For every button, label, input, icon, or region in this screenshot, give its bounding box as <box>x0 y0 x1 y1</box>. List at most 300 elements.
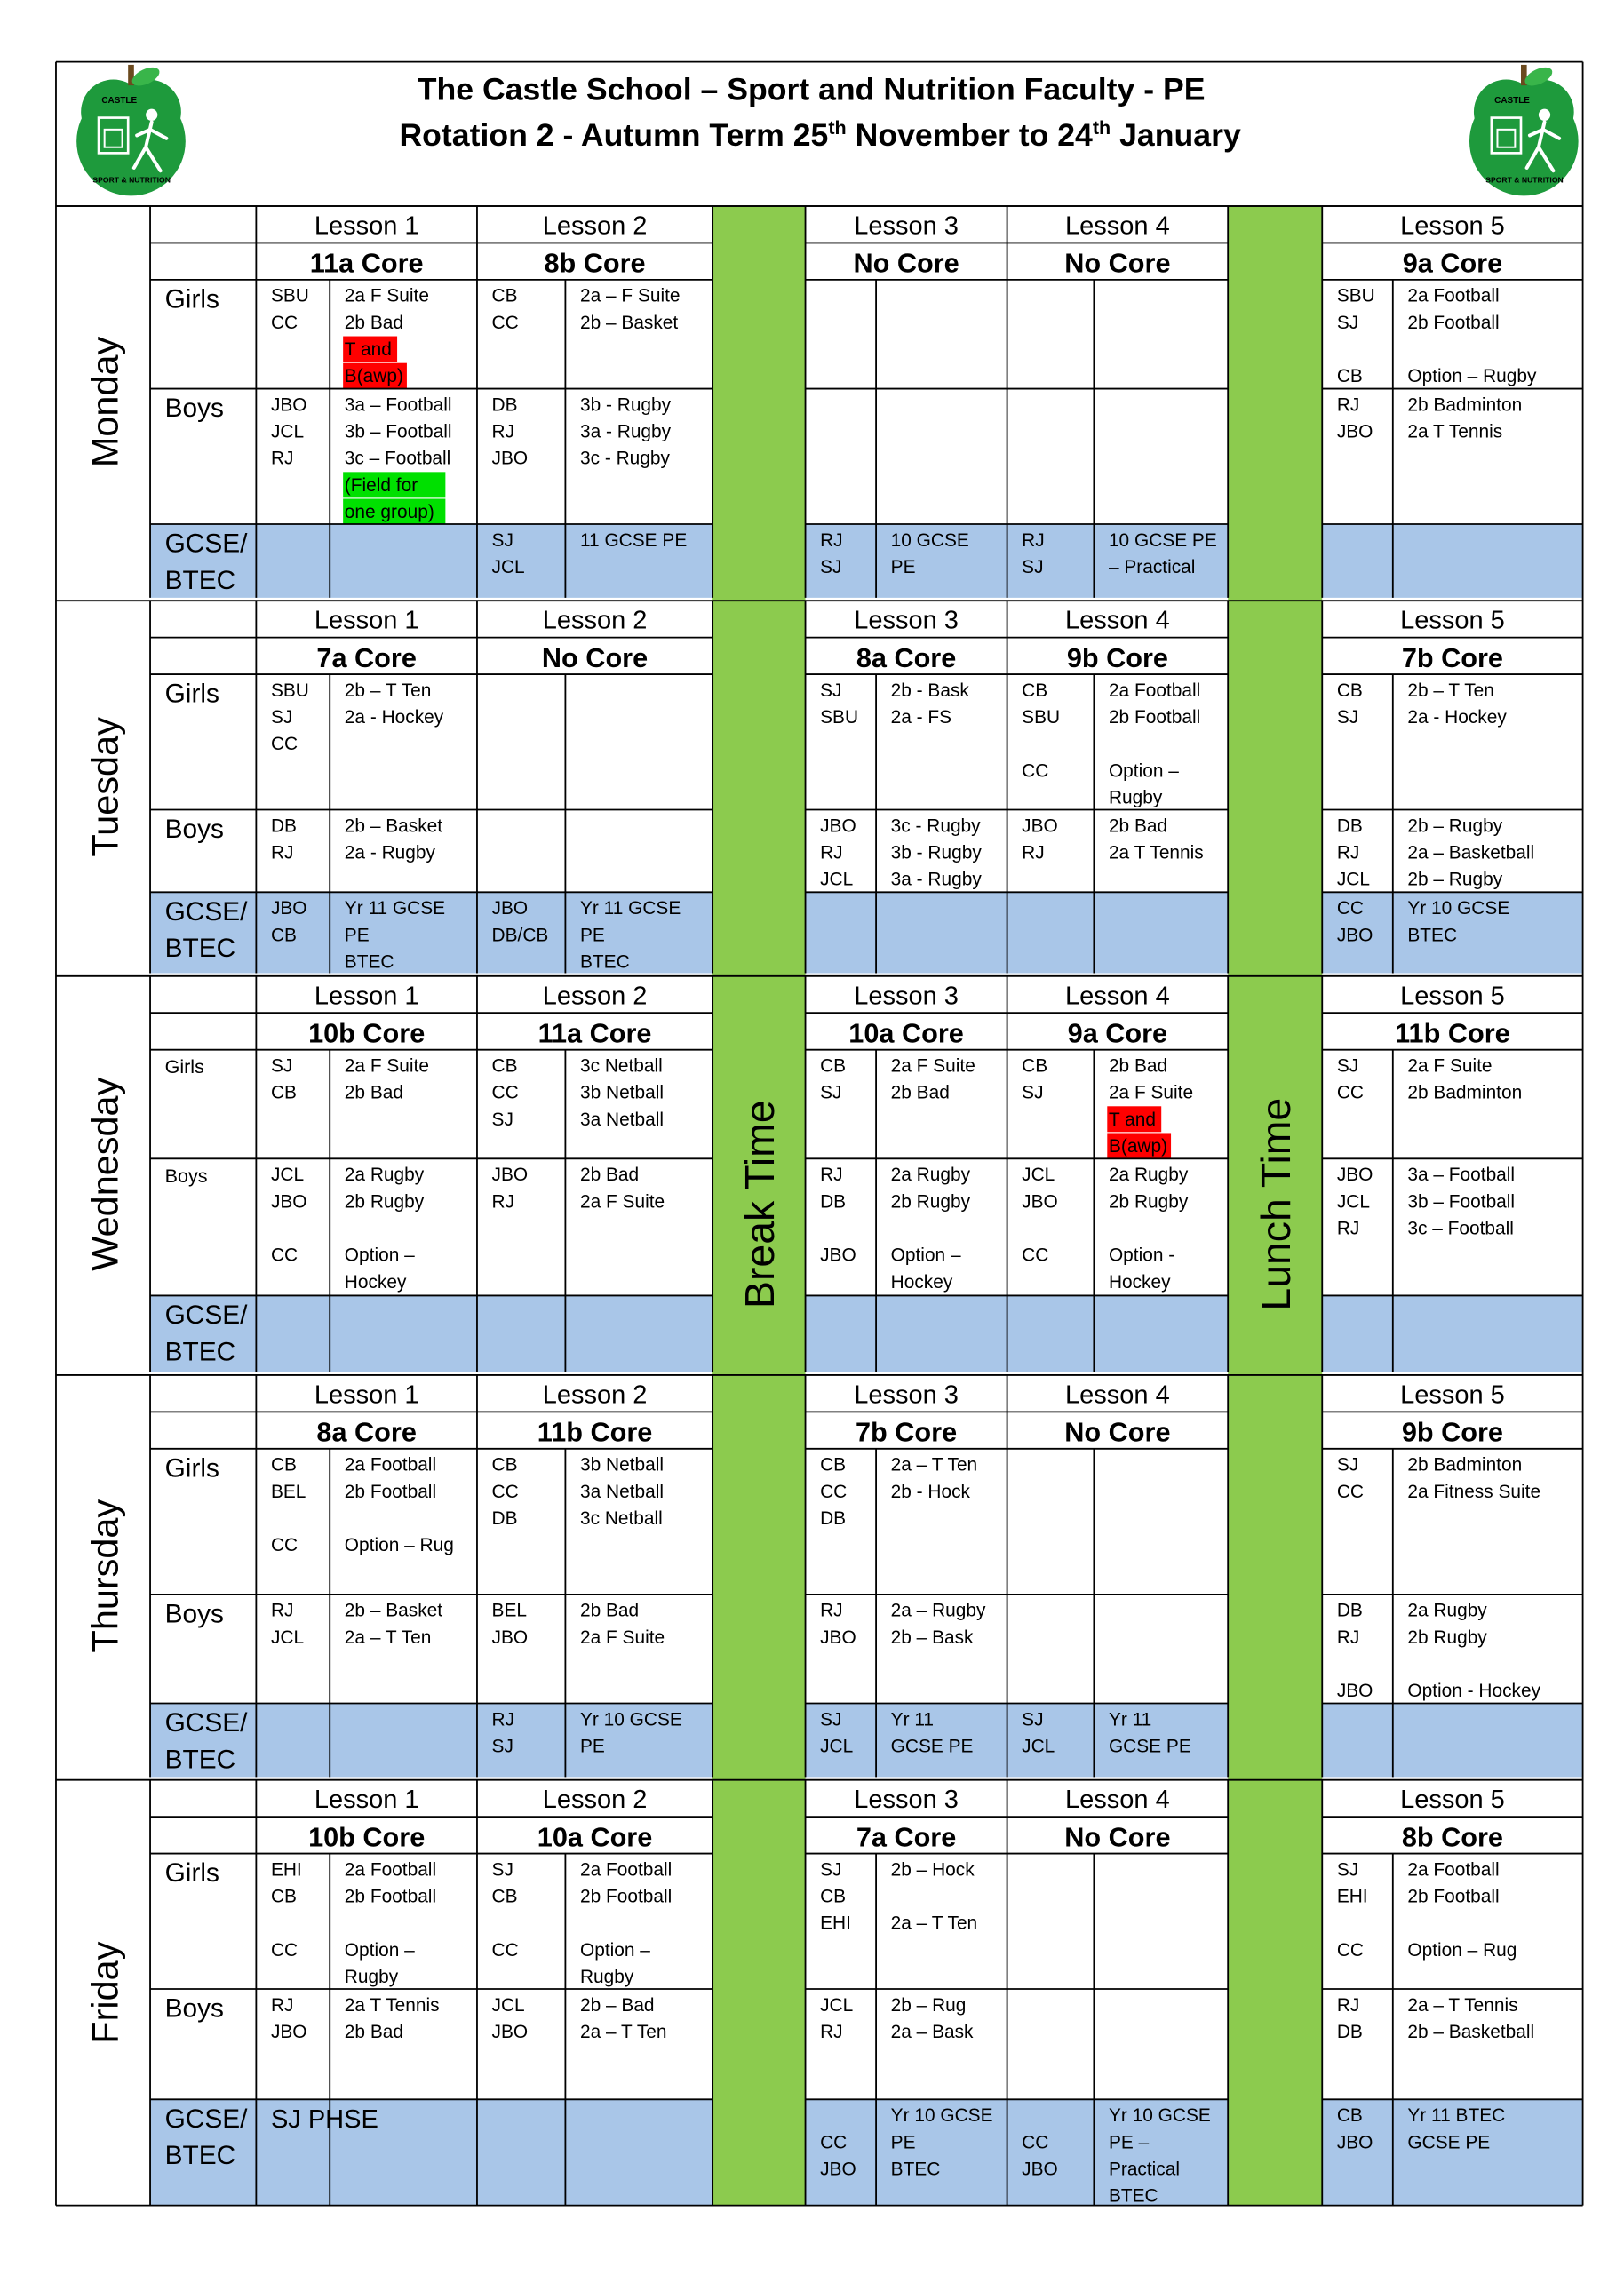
activity-text: 2a Football <box>344 1859 437 1881</box>
activity-text: 3c - Rugby <box>579 448 670 469</box>
staff-code: RJ <box>491 421 515 442</box>
activity-text: Yr 11 <box>1108 1709 1152 1730</box>
staff-code: JBO <box>270 898 307 919</box>
activity-text: Hockey <box>344 1271 407 1293</box>
core-group: 9b Core <box>1401 1417 1503 1448</box>
core-group: 9a Core <box>1402 248 1503 279</box>
activity-text: 2a F Suite <box>1407 1055 1493 1077</box>
activity-text: 2a F Suite <box>344 285 429 306</box>
activity-text: PE <box>890 2132 916 2153</box>
staff-code: SJ <box>1336 1055 1359 1077</box>
activity-text: 2a - Hockey <box>344 707 444 728</box>
staff-code: CC <box>270 1535 299 1556</box>
staff-code: RJ <box>270 1600 294 1621</box>
lesson-header: Lesson 4 <box>1065 211 1170 241</box>
activity-text: 2a F Suite <box>579 1191 665 1213</box>
row-label-btec: BTEC <box>164 1337 236 1367</box>
staff-code: SJ <box>1336 312 1359 333</box>
staff-code: CC <box>820 2132 848 2153</box>
logo-text-bottom: SPORT & NUTRITION <box>92 175 171 185</box>
activity-text: 2b – Bask <box>890 1627 974 1648</box>
activity-text: Option – <box>1108 760 1179 782</box>
activity-text: T and <box>344 339 392 361</box>
gcse-row-bg <box>1322 1703 1582 1777</box>
activity-text: PE <box>579 1736 605 1757</box>
core-group: 7a Core <box>856 1822 957 1853</box>
row-label-gcse: GCSE/ <box>164 2104 248 2134</box>
staff-code: JCL <box>1336 869 1370 890</box>
day-label-tuesday: Tuesday <box>84 717 126 857</box>
lesson-header: Lesson 4 <box>1065 1380 1170 1410</box>
gcse-row-bg <box>1322 524 1582 598</box>
row-label-girls: Girls <box>164 1858 219 1889</box>
activity-text: Rugby <box>579 1967 634 1988</box>
lesson-header: Lesson 2 <box>542 606 648 635</box>
lesson-header: Lesson 2 <box>542 211 648 241</box>
activity-text: 3a Netball <box>579 1109 664 1130</box>
activity-text: 10 GCSE <box>890 529 969 551</box>
activity-text: 2a Football <box>579 1859 673 1881</box>
activity-text: Yr 10 GCSE <box>890 2105 993 2127</box>
staff-code: RJ <box>820 529 843 551</box>
staff-code: JBO <box>1336 1165 1373 1186</box>
logo-text-bottom: SPORT & NUTRITION <box>1485 175 1564 185</box>
staff-code: CB <box>491 1454 518 1476</box>
staff-code: SJ <box>820 1859 842 1881</box>
staff-code: RJ <box>1336 394 1360 416</box>
staff-code: BEL <box>270 1481 306 1502</box>
lesson-header: Lesson 4 <box>1065 982 1170 1011</box>
staff-code: DB <box>270 815 297 837</box>
activity-text: PE <box>344 925 370 946</box>
staff-code: JBO <box>1336 2132 1373 2153</box>
staff-code: JBO <box>1336 1681 1373 1702</box>
activity-text: 2b Football <box>344 1886 437 1907</box>
core-group: 10a Core <box>848 1018 964 1049</box>
row-label-gcse: GCSE/ <box>164 896 248 927</box>
row-label-btec: BTEC <box>164 934 236 964</box>
staff-code: CB <box>820 1886 847 1907</box>
core-group: 7b Core <box>855 1417 958 1448</box>
activity-text: 2b – Hock <box>890 1859 975 1881</box>
activity-text: 2b Bad <box>344 312 403 333</box>
page-title: The Castle School – Sport and Nutrition Faculty - PE <box>417 71 1206 107</box>
school-logo-right <box>1469 64 1579 196</box>
staff-code: SBU <box>1336 285 1375 306</box>
gcse-row-bg <box>806 892 1229 973</box>
lesson-header: Lesson 5 <box>1400 1380 1505 1410</box>
lesson-header: Lesson 3 <box>854 1380 959 1410</box>
row-label-boys: Boys <box>164 815 224 845</box>
staff-code: JBO <box>1336 421 1373 442</box>
row-label-gcse: GCSE/ <box>164 529 248 559</box>
activity-text: 2b – T Ten <box>344 680 432 701</box>
activity-text: 3c – Football <box>344 448 451 469</box>
staff-code: JCL <box>1022 1736 1055 1757</box>
staff-code: JCL <box>491 1994 525 2016</box>
activity-text: 2b Bad <box>1108 815 1168 837</box>
staff-code: JBO <box>270 1191 307 1213</box>
staff-code: CB <box>1022 1055 1048 1077</box>
staff-code: DB <box>820 1507 847 1529</box>
core-group: 10b Core <box>308 1822 426 1853</box>
lesson-header: Lesson 4 <box>1065 1786 1170 1815</box>
staff-code: JBO <box>1022 2159 1058 2180</box>
activity-text: 2a F Suite <box>579 1627 665 1648</box>
activity-text: 2a - Hockey <box>1407 707 1507 728</box>
staff-code: JCL <box>820 1994 854 2016</box>
activity-text: 2b Rugby <box>344 1191 425 1213</box>
activity-text: PE <box>890 557 916 578</box>
staff-code: DB <box>491 394 518 416</box>
activity-text: 2b Football <box>1407 1886 1500 1907</box>
activity-text: 10 GCSE PE <box>1108 529 1217 551</box>
staff-code: RJ <box>1336 1218 1360 1239</box>
activity-text: 2a – Basketball <box>1407 842 1535 863</box>
staff-code: SJ <box>820 1709 842 1730</box>
staff-code: JBO <box>270 2022 307 2043</box>
activity-text: one group) <box>344 502 434 523</box>
row-label-girls: Girls <box>164 679 219 709</box>
activity-text: 2a F Suite <box>890 1055 975 1077</box>
activity-text: 2a F Suite <box>344 1055 429 1077</box>
lesson-header: Lesson 2 <box>542 1786 648 1815</box>
activity-text: 2a Fitness Suite <box>1407 1481 1541 1502</box>
activity-text: Rugby <box>344 1967 399 1988</box>
staff-code: CC <box>270 1245 299 1266</box>
activity-text: 2a T Tennis <box>1108 842 1204 863</box>
activity-text: Rugby <box>1108 787 1163 808</box>
staff-code: SJ <box>1022 1082 1044 1103</box>
staff-code: SJ <box>1022 1709 1044 1730</box>
core-group: 11a Core <box>537 1018 652 1049</box>
staff-code: SJ <box>1022 557 1044 578</box>
staff-code: JBO <box>820 2159 856 2180</box>
activity-text: 2b – Basket <box>579 312 679 333</box>
staff-code: RJ <box>270 448 294 469</box>
staff-code: CC <box>270 734 299 755</box>
staff-code: CB <box>270 1082 297 1103</box>
staff-code: JCL <box>270 1627 305 1648</box>
activity-text: Option – Rug <box>344 1535 454 1556</box>
activity-text: 2b Badminton <box>1407 1082 1523 1103</box>
lesson-header: Lesson 2 <box>542 982 648 1011</box>
staff-code: JBO <box>820 1245 856 1266</box>
activity-text: 2b – Basket <box>344 815 443 837</box>
staff-code: CC <box>491 1939 519 1961</box>
activity-text: 2a T Tennis <box>1407 421 1503 442</box>
logo-text-top: CASTLE <box>101 96 138 107</box>
staff-code: CB <box>820 1454 847 1476</box>
core-group: 11b Core <box>1395 1018 1510 1049</box>
activity-text: 2b Football <box>1108 707 1201 728</box>
activity-text: 3c Netball <box>579 1507 663 1529</box>
lesson-header: Lesson 5 <box>1400 982 1505 1011</box>
staff-code: CB <box>820 1055 847 1077</box>
staff-code: CC <box>1022 1245 1049 1266</box>
staff-code: CB <box>491 285 518 306</box>
activity-text: 2b Rugby <box>1407 1627 1487 1648</box>
activity-text: 3a - Rugby <box>579 421 672 442</box>
staff-code: JBO <box>820 1627 856 1648</box>
runner-head <box>1539 109 1550 121</box>
day-label-monday: Monday <box>84 336 126 468</box>
staff-code: RJ <box>820 1165 843 1186</box>
staff-code: RJ <box>1022 529 1045 551</box>
staff-code: CC <box>491 1481 519 1502</box>
activity-text: 2b Bad <box>1108 1055 1168 1077</box>
staff-code: RJ <box>1336 842 1360 863</box>
activity-text: 2b Football <box>1407 312 1500 333</box>
staff-code: RJ <box>1022 842 1045 863</box>
staff-code: SJ <box>491 1736 513 1757</box>
page-subtitle <box>399 117 1241 153</box>
staff-code: JBO <box>491 1627 529 1648</box>
staff-code: CB <box>491 1055 518 1077</box>
activity-text: Option – <box>579 1939 650 1961</box>
staff-code: SJ <box>820 680 842 701</box>
core-group: 9a Core <box>1067 1018 1168 1049</box>
staff-code: SJ <box>270 1055 293 1077</box>
staff-code: CB <box>270 1454 297 1476</box>
activity-text: 3a - Rugby <box>890 869 982 890</box>
gcse-row-bg <box>806 1295 1229 1372</box>
lesson-header: Lesson 3 <box>854 1786 959 1815</box>
staff-code: CC <box>270 1939 299 1961</box>
staff-code: RJ <box>270 842 294 863</box>
staff-code: EHI <box>1336 1886 1368 1907</box>
activity-text: BTEC <box>890 2159 941 2180</box>
core-group: 8a Core <box>316 1417 417 1448</box>
staff-code: RJ <box>820 2022 843 2043</box>
activity-text: Yr 11 GCSE <box>344 898 446 919</box>
staff-code: CC <box>1022 760 1049 782</box>
ordinal-suffix: th <box>1092 116 1111 139</box>
activity-text: Option – <box>890 1245 961 1266</box>
staff-code: CB <box>270 925 297 946</box>
staff-code: CC <box>1336 898 1364 919</box>
activity-text: 2b – Rugby <box>1407 869 1503 890</box>
activity-text: PE – <box>1108 2132 1150 2153</box>
staff-code: JBO <box>1022 1191 1058 1213</box>
staff-code: DB/CB <box>491 925 549 946</box>
subtitle-part: November to 24 <box>846 117 1093 154</box>
lesson-header: Lesson 3 <box>854 982 959 1011</box>
staff-code: DB <box>1336 815 1363 837</box>
row-label-girls: Girls <box>164 284 219 314</box>
lesson-header: Lesson 5 <box>1400 606 1505 635</box>
staff-code: SJ <box>820 557 842 578</box>
staff-code: CC <box>1336 1481 1364 1502</box>
staff-code: CB <box>270 1886 297 1907</box>
activity-text: 2b Football <box>344 1481 437 1502</box>
activity-text: 2a T Tennis <box>344 1994 440 2016</box>
activity-text: 3b – Football <box>1407 1191 1516 1213</box>
staff-code: JBO <box>1022 815 1058 837</box>
break-time-label: Break Time <box>736 1100 783 1309</box>
staff-code: EHI <box>270 1859 302 1881</box>
row-label-btec: BTEC <box>164 1745 236 1775</box>
activity-text: 2a – T Ten <box>890 1454 978 1476</box>
activity-text: 2a - Rugby <box>344 842 435 863</box>
staff-code: SJ <box>491 529 513 551</box>
core-group: 9b Core <box>1066 642 1168 673</box>
activity-text: Yr 11 BTEC <box>1407 2105 1506 2127</box>
activity-text: GCSE PE <box>1108 1736 1191 1757</box>
runner-head <box>146 109 157 121</box>
staff-code: JCL <box>820 869 854 890</box>
activity-text: BTEC <box>344 951 394 973</box>
activity-text: B(awp) <box>344 366 403 387</box>
lesson-header: Lesson 1 <box>314 1786 419 1815</box>
staff-code: SBU <box>270 285 309 306</box>
row-label-btec: BTEC <box>164 2141 236 2171</box>
activity-text: BTEC <box>1407 925 1458 946</box>
activity-text: 2b – Basketball <box>1407 2022 1535 2043</box>
activity-text: Yr 10 GCSE <box>1407 898 1510 919</box>
activity-text: 2b Bad <box>344 2022 403 2043</box>
activity-text: 3c Netball <box>579 1055 663 1077</box>
lesson-header: Lesson 5 <box>1400 211 1505 241</box>
activity-text: 3b Netball <box>579 1454 664 1476</box>
activity-text: Option - <box>1108 1245 1175 1266</box>
activity-text: 2a Rugby <box>1108 1165 1189 1186</box>
activity-text: Option – Rugby <box>1407 366 1537 387</box>
row-label-gcse: GCSE/ <box>164 1707 248 1738</box>
staff-code: RJ <box>1336 1627 1360 1648</box>
core-group: 11b Core <box>537 1417 653 1448</box>
staff-code: JCL <box>491 557 525 578</box>
activity-text: 3b - Rugby <box>890 842 982 863</box>
staff-code: RJ <box>491 1709 515 1730</box>
activity-text: 3c – Football <box>1407 1218 1514 1239</box>
staff-code: CC <box>491 1082 519 1103</box>
core-group: 7b Core <box>1401 642 1503 673</box>
row-label-btec: BTEC <box>164 565 236 595</box>
activity-text: Yr 10 GCSE <box>579 1709 682 1730</box>
core-group: 8b Core <box>1401 1822 1503 1853</box>
activity-text: 2b Bad <box>579 1600 640 1621</box>
staff-code: CC <box>270 312 299 333</box>
activity-text: 2b Bad <box>344 1082 403 1103</box>
row-label-boys: Boys <box>164 1599 224 1629</box>
lesson-header: Lesson 1 <box>314 606 419 635</box>
day-label-friday: Friday <box>84 1941 126 2044</box>
staff-code: CB <box>491 1886 518 1907</box>
staff-code: DB <box>491 1507 518 1529</box>
activity-text: PE <box>579 925 605 946</box>
activity-text: 2b - Hock <box>890 1481 971 1502</box>
staff-code: SBU <box>820 707 859 728</box>
staff-code: BEL <box>491 1600 528 1621</box>
activity-text: T and <box>1108 1109 1156 1130</box>
activity-text: 2b Rugby <box>890 1191 971 1213</box>
staff-code: SBU <box>270 680 309 701</box>
lesson-header: Lesson 3 <box>854 211 959 241</box>
staff-code: JBO <box>491 448 529 469</box>
staff-code: JBO <box>270 394 307 416</box>
activity-text: 2a F Suite <box>1108 1082 1194 1103</box>
activity-text: Practical <box>1108 2159 1180 2180</box>
lesson-header: Lesson 1 <box>314 982 419 1011</box>
row-label-gcse: GCSE/ <box>164 1300 248 1330</box>
activity-text: Option – Rug <box>1407 1939 1517 1961</box>
activity-text: 2b Bad <box>890 1082 950 1103</box>
staff-code: SJ <box>820 1082 842 1103</box>
staff-code: SJ <box>1336 1454 1359 1476</box>
activity-text: 2a - FS <box>890 707 952 728</box>
activity-text: 2b Badminton <box>1407 1454 1523 1476</box>
lesson-header: Lesson 1 <box>314 211 419 241</box>
activity-text: (Field for <box>344 474 418 496</box>
activity-text: 2a Rugby <box>1407 1600 1487 1621</box>
activity-text: 2a Football <box>344 1454 437 1476</box>
core-group: No Core <box>1064 248 1171 279</box>
lunch-time-label: Lunch Time <box>1252 1097 1299 1311</box>
staff-code: CB <box>1336 366 1363 387</box>
day-label-wednesday: Wednesday <box>84 1077 126 1271</box>
activity-text: 2b Badminton <box>1407 394 1523 416</box>
activity-text: 2b – Rugby <box>1407 815 1503 837</box>
activity-text: 3a – Football <box>344 394 452 416</box>
lesson-header: Lesson 1 <box>314 1380 419 1410</box>
row-label-girls: Girls <box>164 1453 219 1484</box>
staff-code: JBO <box>491 1165 529 1186</box>
activity-text: Yr 11 <box>890 1709 935 1730</box>
staff-code: JBO <box>1336 925 1373 946</box>
staff-code: RJ <box>820 842 843 863</box>
staff-code: SJ <box>1336 707 1359 728</box>
staff-code: JBO <box>491 2022 529 2043</box>
lesson-header: Lesson 4 <box>1065 606 1170 635</box>
row-label-boys: Boys <box>164 1993 224 2024</box>
school-logo-left <box>76 64 186 196</box>
staff-code: RJ <box>270 1994 294 2016</box>
activity-text: 2a Football <box>1407 1859 1500 1881</box>
staff-code: CC <box>1022 2132 1049 2153</box>
activity-text: SJ PHSE <box>270 2104 378 2134</box>
core-group: No Core <box>1064 1417 1171 1448</box>
subtitle-part: January <box>1111 117 1241 154</box>
staff-code: JCL <box>270 1165 305 1186</box>
staff-code: CC <box>1336 1939 1364 1961</box>
staff-code: JCL <box>820 1736 854 1757</box>
activity-text: 2a – T Ten <box>579 2022 667 2043</box>
activity-text: BTEC <box>579 951 630 973</box>
staff-code: SJ <box>491 1859 513 1881</box>
subtitle-part: Rotation 2 - Autumn Term 25 <box>399 117 829 154</box>
activity-text: Hockey <box>1108 1271 1171 1293</box>
activity-text: 2b Football <box>579 1886 673 1907</box>
row-label-girls: Girls <box>164 1056 204 1078</box>
core-group: 10b Core <box>308 1018 426 1049</box>
activity-text: 2a – Bask <box>890 2022 974 2043</box>
staff-code: RJ <box>820 1600 843 1621</box>
staff-code: SJ <box>270 707 293 728</box>
activity-text: 3c - Rugby <box>890 815 981 837</box>
activity-text: 2b - Bask <box>890 680 969 701</box>
activity-text: 2a – Rugby <box>890 1600 986 1621</box>
core-group: 7a Core <box>316 642 417 673</box>
activity-text: 2b – Bad <box>579 1994 655 2016</box>
activity-text: 3a – Football <box>1407 1165 1516 1186</box>
day-label-thursday: Thursday <box>84 1499 126 1653</box>
staff-code: DB <box>1336 2022 1363 2043</box>
core-group: No Core <box>1064 1822 1171 1853</box>
activity-text: 2a Football <box>1108 680 1201 701</box>
core-group: 10a Core <box>537 1822 653 1853</box>
logo-text-top: CASTLE <box>1494 96 1530 107</box>
